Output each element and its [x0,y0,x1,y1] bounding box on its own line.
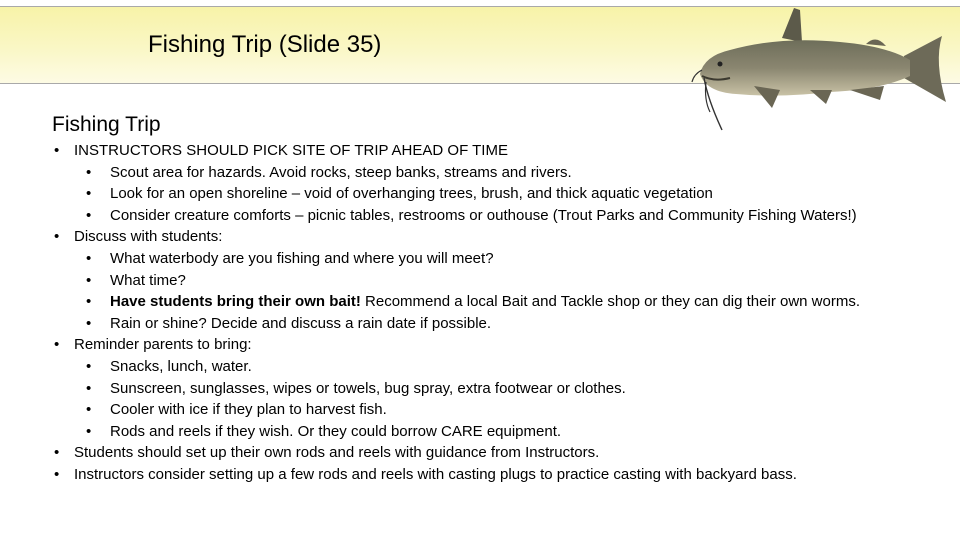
bullet-emphasis: Have students bring their own bait! [110,293,361,311]
bullet-text [110,421,561,443]
bullet-item [52,334,952,356]
bullet-icon: • [86,379,92,397]
bullet-icon: • [86,185,92,203]
bullet-label: Instructors consider setting up a few rods and reels with casting plugs to practice casting with backyard bass. [74,465,797,483]
bullet-text [110,162,572,184]
bullet-label: Look for an open shoreline – void of overhanging trees, brush, and thick aquatic vegetation [110,185,713,203]
bullet-text [110,399,387,421]
bullet-text [110,205,857,227]
bullet-item [52,464,952,486]
bullet-label: Scout area for hazards. Avoid rocks, steep banks, streams and rivers. [110,163,572,181]
bullet-text [74,140,508,162]
bullet-icon: • [54,465,60,483]
bullet-label: Students should set up their own rods and reels with guidance from Instructors. [74,444,600,462]
bullet-icon: • [86,163,92,181]
bullet-label: Consider creature comforts – picnic tables, restrooms or outhouse (Trout Parks and Community Fishing Waters!) [110,206,857,224]
bullet-label: Snacks, lunch, water. [110,357,252,375]
bullet-label: Discuss with students: [74,228,223,246]
bullet-text [110,270,186,292]
bullet-label: What time? [110,271,186,289]
bullet-icon: • [86,422,92,440]
bullet-item [52,248,952,270]
bullet-icon: • [86,206,92,224]
bullet-item [52,183,952,205]
catfish-image [690,4,952,132]
bullet-text [110,248,494,270]
bullet-icon: • [86,249,92,267]
bullet-item [52,226,952,248]
bullet-label: What waterbody are you fishing and where you will meet? [110,249,494,267]
bullet-item [52,399,952,421]
bullet-text [74,226,222,248]
bullet-text [110,313,491,335]
bullet-icon: • [86,271,92,289]
bullet-icon: • [54,444,60,462]
slide-title: Fishing Trip (Slide 35) [148,31,382,58]
bullet-item [52,162,952,184]
bullet-item [52,421,952,443]
bullet-item [52,356,952,378]
bullet-label: Cooler with ice if they plan to harvest fish. [110,401,387,419]
bullet-icon: • [86,357,92,375]
bullet-label: INSTRUCTORS SHOULD PICK SITE OF TRIP AHEAD OF TIME [74,142,508,159]
bullet-text [110,183,713,205]
bullet-text [110,378,626,400]
bullet-item [52,442,952,464]
bullet-label: Rods and reels if they wish. Or they could borrow CARE equipment. [110,422,562,440]
bullet-label: Reminder parents to bring: [74,336,252,354]
bullet-icon: • [54,142,60,159]
bullet-item [52,313,952,335]
bullet-icon: • [86,401,92,419]
bullet-item [52,291,952,313]
bullet-text [110,356,252,378]
bullet-text [74,442,599,464]
bullet-item [52,270,952,292]
bullet-text [74,464,797,486]
bullet-label: Sunscreen, sunglasses, wipes or towels, bug spray, extra footwear or clothes. [110,379,626,397]
bullet-text [110,291,860,313]
bullet-item [52,205,952,227]
content-heading: Fishing Trip [52,113,161,136]
bullet-icon: • [54,336,60,354]
bullet-icon: • [86,293,92,311]
bullet-list [52,140,952,486]
bullet-item [52,140,952,162]
bullet-icon: • [86,314,92,332]
bullet-text [74,334,252,356]
bullet-icon: • [54,228,60,246]
bullet-label: Recommend a local Bait and Tackle shop or they can dig their own worms. [360,293,860,311]
bullet-item [52,378,952,400]
bullet-label: Rain or shine? Decide and discuss a rain date if possible. [110,314,492,332]
